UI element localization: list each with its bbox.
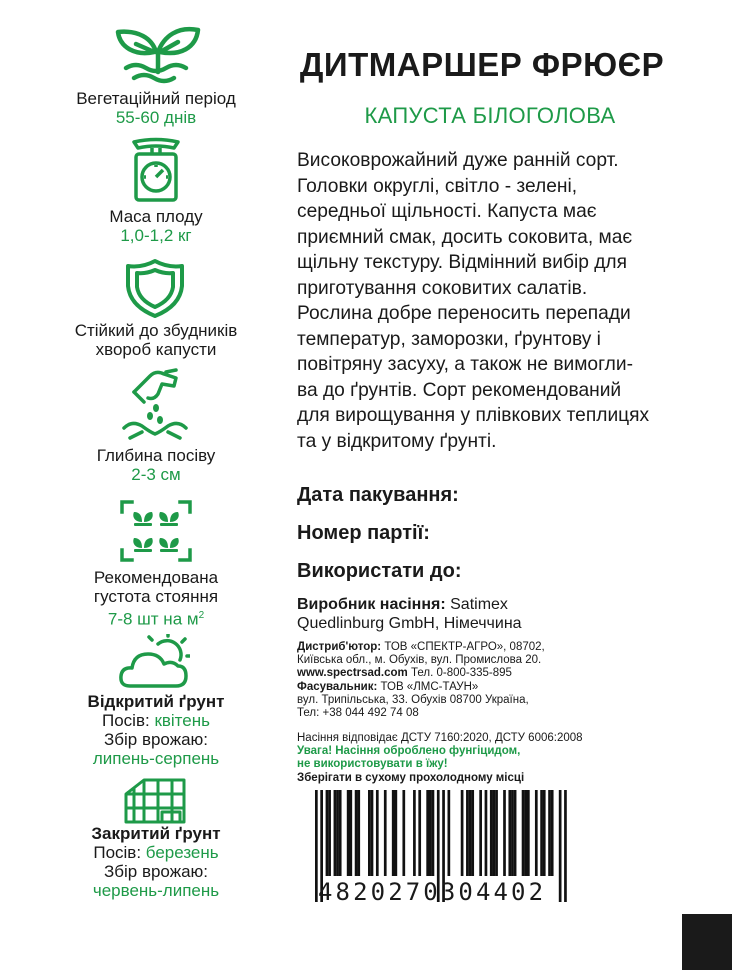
distributor-site: www.spectrsad.com xyxy=(297,667,408,680)
shield-icon xyxy=(124,258,186,318)
sprout-icon xyxy=(112,22,202,84)
barcode-bar xyxy=(339,790,342,876)
vegetation-value: 55-60 днів xyxy=(115,108,197,127)
closed-sowing-label: Посів: xyxy=(93,843,146,862)
barcode-bar xyxy=(349,790,352,876)
barcode-bar xyxy=(336,790,339,876)
scale-icon xyxy=(132,136,180,202)
closed-ground-title: Закритий ґрунт xyxy=(91,824,221,843)
density-value-sup: 2 xyxy=(198,610,205,621)
distributor-line2: Київська обл., м. Обухів, вул. Промислова 20. xyxy=(297,654,542,667)
pack-date-field: Дата пакування: xyxy=(297,484,459,506)
open-ground-title: Відкритий ґрунт xyxy=(87,692,225,711)
barcode-bar xyxy=(522,790,525,876)
description-line: середньої щільності. Капуста має xyxy=(297,201,597,222)
description-line: Головки округлі, світло - зелені, xyxy=(297,175,578,197)
description-line: Рослина добре переносить перепади xyxy=(297,303,631,324)
density-spec xyxy=(0,568,312,629)
open-harvest-label: Збір врожаю: xyxy=(103,730,208,749)
packer-label: Фасувальник: xyxy=(297,680,378,693)
description-line: ва до ґрунтів. Сорт рекомендований xyxy=(297,379,622,401)
closed-harvest-value: червень-липень xyxy=(92,881,220,900)
packer-line2: вул. Трипільська, 33. Обухів 08700 Україна, xyxy=(297,693,529,706)
barcode-bar xyxy=(503,790,506,876)
barcode-bar xyxy=(448,790,451,876)
density-value-text: 7-8 шт на м xyxy=(107,609,199,629)
barcode-bar xyxy=(540,790,543,876)
standards-block xyxy=(297,732,717,785)
barcode-bar xyxy=(551,790,554,876)
distributor-tel: Тел. 0-800-335-895 xyxy=(407,667,512,680)
mass-label: Маса плоду xyxy=(109,207,203,226)
vegetation-spec xyxy=(0,89,312,127)
barcode-bar xyxy=(471,790,474,876)
producer-label: Виробник насіння: xyxy=(297,596,446,613)
barcode-bar xyxy=(432,790,435,876)
closed-sowing-value: березень xyxy=(145,843,219,862)
packer-line3: Тел: +38 044 492 74 08 xyxy=(297,707,419,720)
sun-cloud-icon xyxy=(118,634,190,690)
barcode-bar xyxy=(469,790,472,876)
description-line: приготування соковитих салатів. xyxy=(297,277,588,299)
producer-block xyxy=(297,595,697,633)
barcode-bar xyxy=(371,790,374,876)
batch-field: Номер партії: xyxy=(297,522,430,544)
barcode-bar xyxy=(368,790,371,876)
barcode-bar xyxy=(328,790,331,876)
open-ground-spec xyxy=(0,692,312,768)
greenhouse-icon xyxy=(122,776,188,824)
resistance-spec xyxy=(0,321,312,359)
open-sowing-value: квітень xyxy=(154,711,210,730)
barcode-bar xyxy=(392,790,395,876)
barcode-bar xyxy=(429,790,432,876)
corner-block xyxy=(682,914,732,970)
producer-value-2: Quedlinburg GmbH, Німеччина xyxy=(297,615,522,632)
barcode-bar xyxy=(384,790,387,876)
standards-text: Насіння відповідає ДСТУ 7160:2020, ДСТУ 6006:2008 xyxy=(297,732,583,744)
barcode-bar xyxy=(559,790,562,902)
distributor-block xyxy=(297,641,717,720)
resistance-line2: хвороб капусти xyxy=(95,340,217,359)
closed-ground-spec xyxy=(0,824,312,900)
distributor-label: Дистриб'ютор: xyxy=(297,641,382,653)
barcode-bar xyxy=(508,790,511,876)
sowing-hand-icon xyxy=(120,368,190,442)
mass-value: 1,0-1,2 кг xyxy=(120,226,192,245)
barcode-bar xyxy=(485,790,488,876)
barcode-bar xyxy=(495,790,498,876)
mass-spec xyxy=(0,207,312,245)
barcode-bar xyxy=(524,790,527,876)
barcode-bar xyxy=(402,790,405,876)
product-subtitle: КАПУСТА БІЛОГОЛОВА xyxy=(364,103,616,128)
plant-spacing-icon xyxy=(120,500,192,562)
open-sowing-label: Посів: xyxy=(102,711,155,730)
barcode-bar xyxy=(511,790,514,876)
barcode-bar xyxy=(347,790,350,876)
barcode-bar xyxy=(535,790,538,876)
closed-ground-sowing xyxy=(0,843,312,862)
barcode-digits: 4820270304402 xyxy=(318,878,547,906)
depth-spec xyxy=(0,446,312,484)
vegetation-label: Вегетаційний період xyxy=(76,89,236,108)
barcode-bar xyxy=(413,790,416,876)
barcode-bar xyxy=(355,790,358,876)
description-line: Високоврожайний дуже ранній сорт. xyxy=(297,150,619,171)
depth-label: Глибина посіву xyxy=(96,446,216,465)
resistance-line1: Стійкий до збудників xyxy=(74,321,238,340)
barcode-bar xyxy=(461,790,464,876)
description-line: та у відкритому ґрунті. xyxy=(297,430,497,452)
product-title: ДИТМАРШЕР ФРЮЄР xyxy=(299,46,665,83)
barcode-bar xyxy=(376,790,379,876)
description-line: повітряну засуху, а також не вимогли- xyxy=(297,354,633,375)
density-line2: густота стояння xyxy=(93,587,219,606)
barcode-bar xyxy=(490,790,493,876)
description-line: приємний смак, досить соковита, має xyxy=(297,226,633,248)
warning-line1: Увага! Насіння оброблено фунгіцидом, xyxy=(297,745,521,758)
density-value xyxy=(0,606,312,629)
barcode-bar xyxy=(326,790,329,876)
open-ground-sowing xyxy=(0,711,312,730)
barcode-bar xyxy=(514,790,517,876)
warning-line2: не використовувати в їжу! xyxy=(297,758,448,771)
barcode-bar xyxy=(426,790,429,876)
open-harvest-value: липень-серпень xyxy=(92,749,220,768)
packer-line1: ТОВ «ЛМС-ТАУН» xyxy=(377,680,479,693)
depth-value: 2-3 см xyxy=(131,465,181,484)
description-line: температур, заморозки, ґрунтову і xyxy=(297,328,601,350)
barcode-bar xyxy=(479,790,482,876)
barcode-bar xyxy=(548,790,551,876)
barcode-bar xyxy=(493,790,496,876)
barcode-bar xyxy=(357,790,360,876)
barcode-bar xyxy=(543,790,546,876)
barcode-bar xyxy=(418,790,421,876)
description-line: для вирощування у плівкових теплицях xyxy=(297,405,650,426)
barcode-bar xyxy=(395,790,398,876)
producer-value-1: Satimex xyxy=(445,596,508,613)
closed-harvest-label: Збір врожаю: xyxy=(103,862,208,881)
barcode-bar xyxy=(334,790,337,876)
distributor-line1: ТОВ «СПЕКТР-АГРО», 08702, xyxy=(381,641,545,653)
density-line1: Рекомендована xyxy=(93,568,219,587)
product-description xyxy=(297,148,697,454)
barcode-bar xyxy=(527,790,530,876)
barcode-bar xyxy=(466,790,469,876)
storage-text: Зберігати в сухому прохолодному місці xyxy=(297,771,525,784)
description-line: щільну текстуру. Відмінний вибір для xyxy=(297,252,627,273)
use-by-field: Використати до: xyxy=(297,560,462,582)
barcode-bar xyxy=(564,790,567,902)
